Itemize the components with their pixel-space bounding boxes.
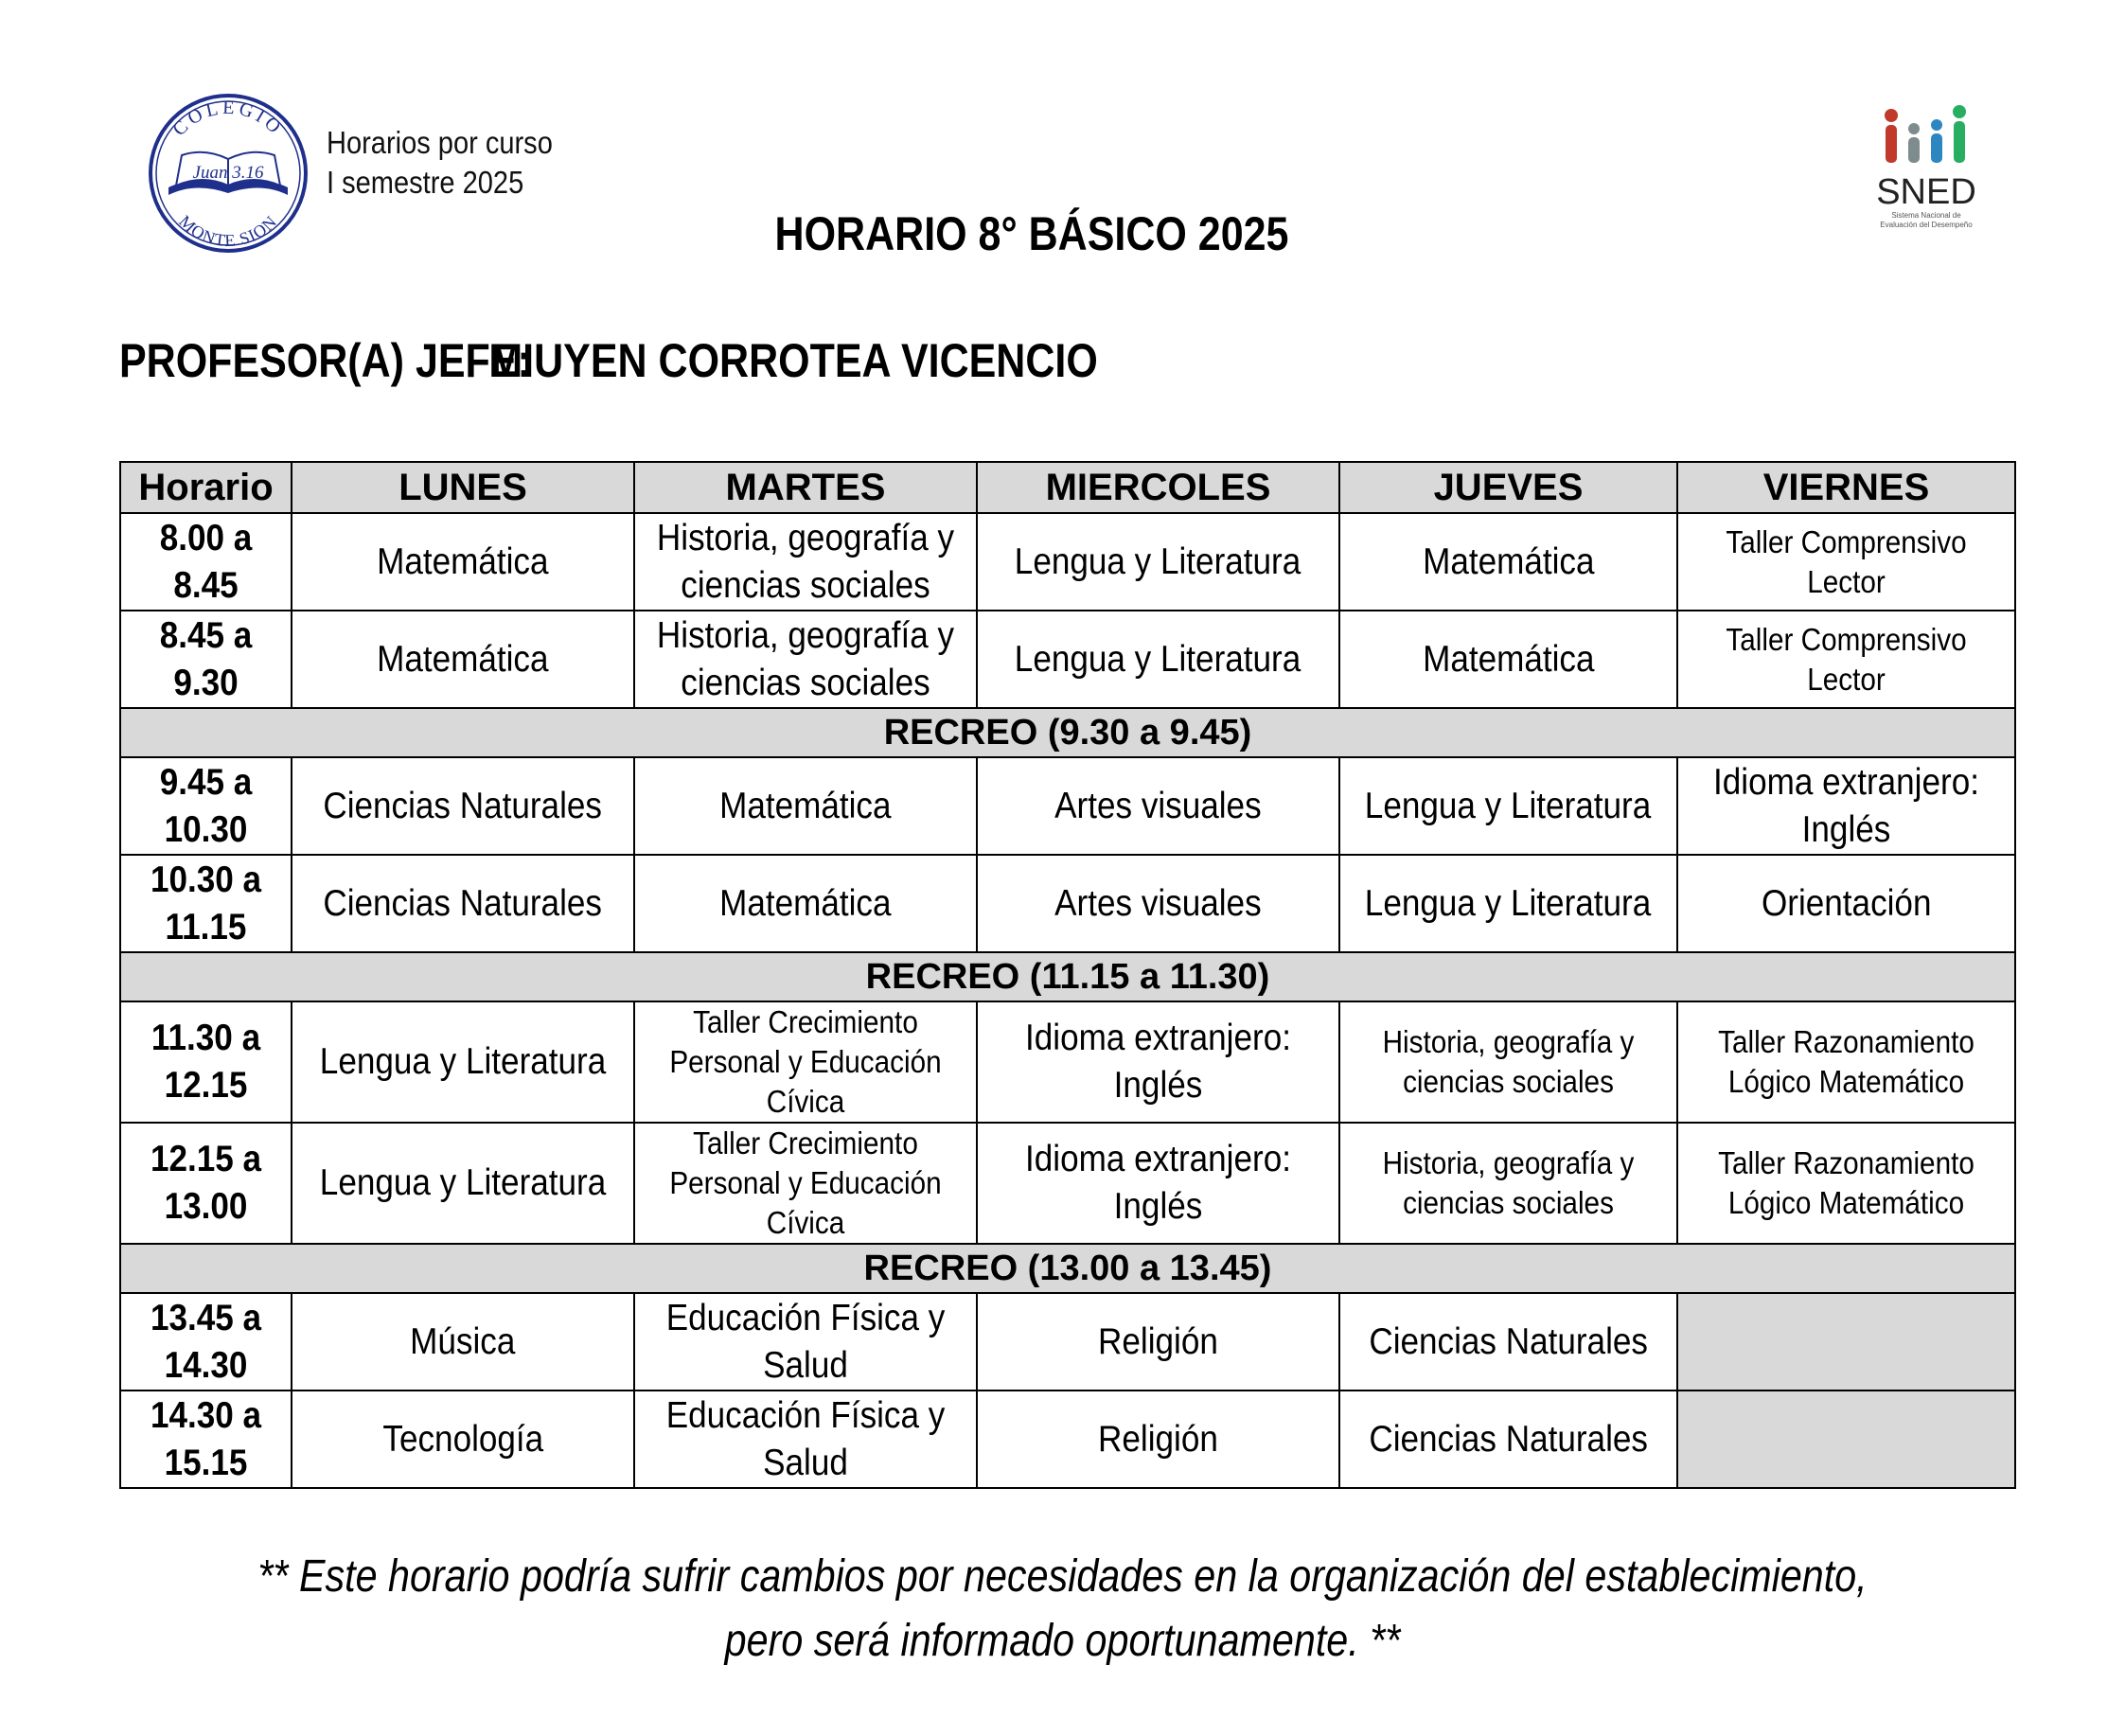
class-cell [292,1001,634,1123]
class-text: Taller Razonamiento Lógico Matemático [1718,1024,1974,1099]
class-cell [977,1293,1339,1391]
empty-cell [1677,1293,2015,1391]
class-cell [1677,1001,2015,1123]
schedule-header-row [120,462,2015,513]
class-text: Idioma extranjero: Inglés [1713,761,1979,850]
empty-cell [1677,1391,2015,1488]
class-cell [1339,1001,1677,1123]
schedule-row [120,1001,2015,1123]
recess-cell: RECREO (9.30 a 9.45) [120,708,2015,757]
class-cell [1677,513,2015,611]
class-text: Lengua y Literatura [1365,785,1652,826]
time-text: 10.30 a 11.15 [150,859,262,948]
header-viernes: VIERNES [1677,462,2015,513]
class-cell [292,757,634,855]
header-martes: MARTES [634,462,977,513]
class-cell [1339,1293,1677,1391]
sned-logo-text: SNED [1876,172,1976,212]
class-cell [1677,855,2015,952]
class-cell [634,1293,977,1391]
class-text: Matemática [719,882,892,924]
class-text: Ciencias Naturales [1369,1418,1648,1460]
class-text: Artes visuales [1054,882,1262,924]
class-text: Idioma extranjero: Inglés [1025,1018,1291,1106]
class-text: Ciencias Naturales [1369,1320,1648,1362]
time-cell [120,1001,292,1123]
class-cell [634,1001,977,1123]
footer-note-line-1: ** Este horario podría sufrir cambios por necesidades en la organización del establecimiento, [257,1551,1868,1602]
class-cell [977,1001,1339,1123]
class-cell [634,855,977,952]
footer-note-line-2: pero será informado oportunamente. ** [724,1616,1401,1666]
class-cell [634,611,977,708]
class-text: Lengua y Literatura [1365,882,1652,924]
recess-row [120,708,2015,757]
header-lunes: LUNES [292,462,634,513]
class-text: Matemática [1422,638,1595,680]
class-cell [1339,1123,1677,1244]
schedule-row [120,1391,2015,1488]
header-miercoles: MIERCOLES [977,462,1339,513]
class-text: Música [410,1320,516,1362]
schedule-row [120,1293,2015,1391]
class-cell [292,855,634,952]
class-cell [977,757,1339,855]
class-text: Historia, geografía y ciencias sociales [656,517,955,606]
time-text: 14.30 a 15.15 [150,1394,262,1483]
recess-row [120,952,2015,1001]
class-text: Educación Física y Salud [665,1394,946,1483]
recess-row [120,1244,2015,1293]
class-text: Idioma extranjero: Inglés [1025,1139,1291,1227]
class-cell [1339,855,1677,952]
class-cell [1677,611,2015,708]
class-text: Ciencias Naturales [323,882,603,924]
time-cell [120,855,292,952]
teacher-label: PROFESOR(A) JEFE: [119,334,531,387]
class-text: Historia, geografía y ciencias sociales [1382,1145,1635,1220]
svg-text:COLEGIO [168,97,287,140]
class-text: Matemática [377,638,549,680]
class-cell [634,1123,977,1244]
document-title: HORARIO 8° BÁSICO 2025 [774,207,1289,260]
class-text: Taller Comprensivo Lector [1726,523,1967,599]
schedule-row [120,611,2015,708]
class-text: Lengua y Literatura [319,1041,607,1082]
class-text: Lengua y Literatura [1015,540,1302,582]
class-text: Educación Física y Salud [665,1297,946,1386]
class-cell [1677,757,2015,855]
time-cell [120,1293,292,1391]
class-cell [292,1293,634,1391]
time-cell [120,513,292,611]
class-cell [977,855,1339,952]
class-text: Taller Comprensivo Lector [1726,621,1967,697]
time-text: 9.45 a 10.30 [159,761,253,850]
class-cell [1339,757,1677,855]
class-cell [634,1391,977,1488]
class-text: Taller Razonamiento Lógico Matemático [1718,1145,1974,1220]
class-text: Matemática [719,785,892,826]
school-logo-top-text: COLEGIO [168,97,288,140]
class-text: Lengua y Literatura [1015,638,1302,680]
schedule-row [120,757,2015,855]
class-cell [1339,1391,1677,1488]
time-cell [120,757,292,855]
footer-note [0,1545,2125,1674]
time-cell [120,1391,292,1488]
class-text: Orientación [1761,882,1932,924]
time-cell [120,1123,292,1244]
time-text: 13.45 a 14.30 [150,1297,262,1386]
sned-logo-subtitle-1: Sistema Nacional de [1891,211,1961,220]
school-logo-bottom-text: MONTE SION [175,211,281,251]
class-cell [977,1123,1339,1244]
class-text: Matemática [377,540,549,582]
class-text: Lengua y Literatura [319,1162,607,1203]
class-text: Artes visuales [1054,785,1262,826]
class-text: Historia, geografía y ciencias sociales [656,614,955,703]
class-text: Taller Crecimiento Personal y Educación Cívica [669,1125,942,1240]
class-text: Ciencias Naturales [323,785,603,826]
class-cell [977,611,1339,708]
class-text: Matemática [1422,540,1595,582]
header-caption [327,123,553,203]
schedule-row [120,855,2015,952]
class-cell [634,513,977,611]
class-text: Tecnología [382,1418,543,1460]
class-cell [977,1391,1339,1488]
header-jueves: JUEVES [1339,462,1677,513]
class-cell [1339,513,1677,611]
school-logo-center-text: Juan 3.16 [192,163,264,183]
sned-people-icon [1885,105,1966,163]
time-cell [120,611,292,708]
class-cell [292,1391,634,1488]
class-cell [634,757,977,855]
time-text: 11.30 a 12.15 [151,1018,261,1106]
recess-cell: RECREO (13.00 a 13.45) [120,1244,2015,1293]
caption-line-1: Horarios por curso [327,125,553,160]
class-cell [1677,1123,2015,1244]
class-text: Historia, geografía y ciencias sociales [1382,1024,1635,1099]
schedule-row [120,513,2015,611]
time-text: 8.45 a 9.30 [159,614,253,703]
time-text: 12.15 a 13.00 [150,1139,262,1227]
recess-cell: RECREO (11.15 a 11.30) [120,952,2015,1001]
class-cell [292,513,634,611]
time-text: 8.00 a 8.45 [159,517,253,606]
schedule-table [119,461,2016,1489]
header-horario: Horario [120,462,292,513]
teacher-row [119,333,1098,388]
teacher-name: MIUYEN CORROTEA VICENCIO [488,334,1098,387]
class-text: Taller Crecimiento Personal y Educación Cívica [669,1004,942,1119]
class-cell [292,611,634,708]
class-text: Religión [1098,1418,1218,1460]
caption-line-2: I semestre 2025 [327,165,524,200]
class-cell [977,513,1339,611]
class-cell [1339,611,1677,708]
class-text: Religión [1098,1320,1218,1362]
sned-logo-subtitle-2: Evaluación del Desempeño [1880,221,1973,229]
class-cell [292,1123,634,1244]
schedule-row [120,1123,2015,1244]
